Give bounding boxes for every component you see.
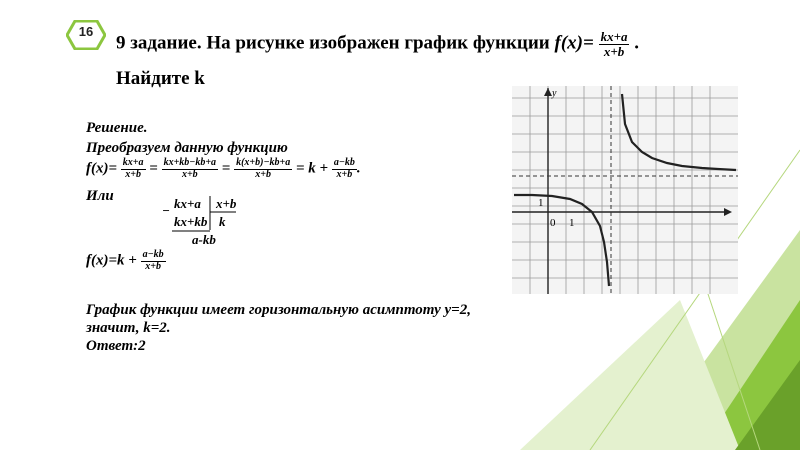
solution-line-1: Преобразуем данную функцию <box>86 140 288 156</box>
eq-fraction-3 <box>234 158 292 180</box>
eq-sign-2: = <box>221 160 231 177</box>
eq-f1-den: x+b <box>125 168 141 180</box>
eq-dot: . <box>356 160 361 177</box>
division-lines <box>170 194 240 234</box>
eq-sign-3: = k + <box>295 160 329 177</box>
division-quotient: k <box>219 214 226 229</box>
origin-label: 0 <box>550 217 556 229</box>
division-dividend: kx+a <box>174 196 201 211</box>
solution-heading: Решение. <box>86 120 148 136</box>
title-lead: 9 задание. На рисунке изображен график функции <box>116 32 555 54</box>
eq-fraction-2 <box>162 158 218 180</box>
eq-sign-1: = <box>149 160 158 177</box>
eq-fx: f(x)= <box>86 160 118 177</box>
result-fraction <box>141 250 166 272</box>
eq-f1-num: kx+a <box>122 157 144 168</box>
eq-f3-den: x+b <box>255 168 271 180</box>
title-frac-den: x+b <box>603 43 625 59</box>
eq-f2-den: x+b <box>181 168 198 180</box>
tick-label-y-1: 1 <box>538 197 544 209</box>
y-axis-label: y <box>552 88 557 99</box>
function-graph <box>512 86 738 294</box>
eq-f4-den: x+b <box>336 168 353 180</box>
asymptote-line-2: значит, k=2. <box>86 320 171 336</box>
eq-f4-num: a−kb <box>333 157 355 168</box>
result-num: a−kb <box>142 249 164 260</box>
tick-label-x-1: 1 <box>569 217 575 229</box>
result-den: x+b <box>145 260 161 272</box>
title-fx: f(x)= <box>554 32 594 54</box>
division-divisor: x+b <box>216 196 237 211</box>
division-subtrahend: kx+kb <box>174 214 208 229</box>
transform-equation <box>86 158 361 180</box>
task-title <box>116 30 639 58</box>
title-fraction <box>599 30 630 58</box>
asymptote-line-1: График функции имеет горизонтальную асимптоту y=2, <box>86 302 471 318</box>
task-question: Найдите k <box>116 68 205 89</box>
division-minus: − <box>162 203 170 218</box>
title-end: . <box>629 32 639 54</box>
solution-or: Или <box>86 188 114 204</box>
eq-fraction-1 <box>121 158 146 180</box>
result-fx: f(x)=k + <box>86 252 137 269</box>
eq-fraction-4 <box>332 158 357 180</box>
title-frac-num: kx+a <box>600 29 628 44</box>
slide-number: 16 <box>78 24 94 39</box>
division-remainder: a-kb <box>192 232 216 247</box>
result-equation <box>86 250 166 272</box>
eq-f3-num: k(x+b)−kb+a <box>236 157 291 168</box>
answer: Ответ:2 <box>86 338 146 354</box>
eq-f2-num: kx+kb−kb+a <box>163 157 217 168</box>
